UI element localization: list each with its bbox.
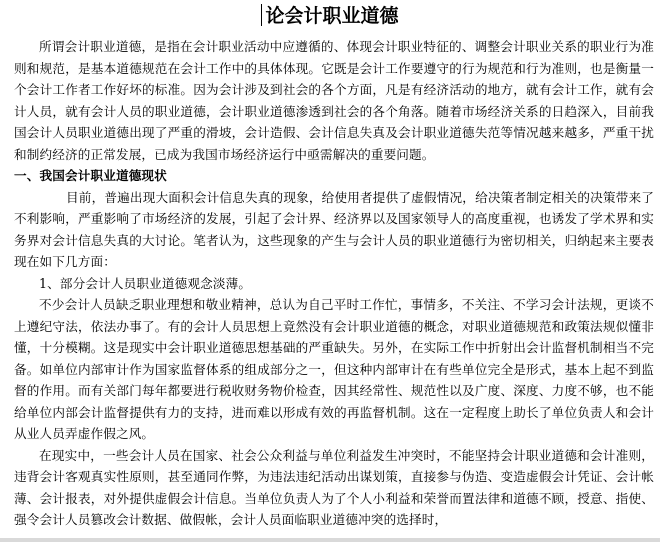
document-body	[14, 36, 654, 531]
page-title: 论会计职业道德	[265, 5, 399, 27]
window-bottom-edge	[0, 538, 660, 542]
section-heading: 一、我国会计职业道德现状	[14, 168, 167, 183]
title-area	[0, 4, 660, 28]
list-item-heading: 1、部分会计人员职业道德观念淡薄。	[39, 275, 252, 291]
section-intro-paragraph: 目前，普遍出现大面积会计信息失真的现象，给使用者提供了虚假情况，给决策者制定相关的决策带来了不利影响，严重影响了市场经济的发展，引起了会计界、经济界以及国家领导人的高度重视，也诱发了学术界和实务界对会计信息失真的大讨论。笔者认为，这些现象的产生与会计人员的职业道德行为密切相关，归纳起来主要表现在如下几方面：	[14, 189, 654, 269]
item-body-paragraph: 不少会计人员缺乏职业理想和敬业精神，总认为自己平时工作忙，事情多，不关注、不学习会计法规，更谈不上遵纪守法，依法办事了。有的会计人员思想上竟然没有会计职业道德的概念，对职业道德规范和政策法规似懂非懂，十分模糊。这是现实中会计职业道德思想基础的严重缺失。另外，在实际工作中折射出会计监督机制相当不完备。如单位内部审计作为国家监督体系的组成部分之一，但这种内部审计在有些单位完全是形式，基本上起不到监督的作用。而有关部门每年都要进行税收财务物价检查，因其经常性、规范性以及广度、深度、力度不够，也不能给单位内部会计监督提供有力的支持，进而难以形成有效的再监督机制。这在一定程度上助长了单位负责人和会计从业人员弄虚作假之风。	[14, 297, 654, 441]
intro-paragraph: 所谓会计职业道德，是指在会计职业活动中应遵循的、体现会计职业特征的、调整会计职业关系的职业行为准则和规范，是基本道德规范在会计工作中的具体体现。它既是会计工作要遵守的行为规范和行为准则，也是衡量一个会计工作者工作好坏的标准。因为会计涉及到社会的各个方面，凡是有经济活动的地方，就有会计工作，就有会计人员，就有会计人员的职业道德，会计职业道德渗透到社会的各个角落。随着市场经济关系的日趋深入，目前我国会计人员职业道德出现了严重的滑坡，会计造假、会计信息失真及会计职业道德失范等情况越来越多，严重干扰和制约经济的正常发展，已成为我国市场经济运行中亟需解决的重要问题。	[14, 39, 654, 162]
item-body-paragraph-2: 在现实中，一些会计人员在国家、社会公众利益与单位利益发生冲突时，不能坚持会计职业道德和会计准则，违背会计客观真实性原则，甚至通同作弊，为违法违纪活动出谋划策，直接参与伪造、变造虚假会计凭证、会计帐薄、会计报表，对外提供虚假会计信息。当单位负责人为了个人小利益和荣誉而置法律和道德不顾，授意、指使、强令会计人员篡改会计数据、做假帐，会计人员面临职业道德冲突的选择时，	[14, 447, 654, 527]
